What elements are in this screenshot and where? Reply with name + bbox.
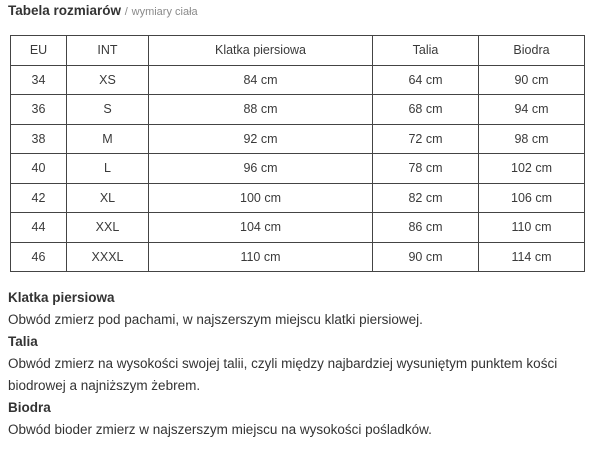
- column-header-waist: Talia: [373, 36, 479, 66]
- cell-chest: 96 cm: [149, 154, 373, 184]
- column-header-hips: Biodra: [479, 36, 585, 66]
- column-header-chest: Klatka piersiowa: [149, 36, 373, 66]
- description-section: [8, 287, 588, 441]
- cell-hips: 94 cm: [479, 95, 585, 125]
- cell-chest: 104 cm: [149, 213, 373, 243]
- table-row: [11, 213, 585, 243]
- size-table: [10, 35, 585, 272]
- table-row: [11, 95, 585, 125]
- cell-int: XXXL: [67, 242, 149, 272]
- cell-eu: 38: [11, 124, 67, 154]
- cell-hips: 98 cm: [479, 124, 585, 154]
- cell-waist: 90 cm: [373, 242, 479, 272]
- title-main: Tabela rozmiarów: [8, 3, 122, 18]
- table-row: [11, 242, 585, 272]
- cell-chest: 88 cm: [149, 95, 373, 125]
- cell-int: XXL: [67, 213, 149, 243]
- table-row: [11, 154, 585, 184]
- hips-heading: Biodra: [8, 400, 51, 415]
- cell-eu: 34: [11, 65, 67, 95]
- chest-heading: Klatka piersiowa: [8, 290, 115, 305]
- cell-chest: 100 cm: [149, 183, 373, 213]
- page-title: [8, 3, 198, 18]
- column-header-int: INT: [67, 36, 149, 66]
- hips-description: Obwód bioder zmierz w najszerszym miejscu na wysokości pośladków.: [8, 422, 432, 437]
- waist-description: Obwód zmierz na wysokości swojej talii, czyli między najbardziej wysuniętym punktem kości biodrowej a najniższym żebrem.: [8, 356, 558, 393]
- cell-eu: 46: [11, 242, 67, 272]
- cell-int: XL: [67, 183, 149, 213]
- cell-hips: 106 cm: [479, 183, 585, 213]
- table-header-row: [11, 36, 585, 66]
- table-row: [11, 65, 585, 95]
- cell-eu: 42: [11, 183, 67, 213]
- table-row: [11, 183, 585, 213]
- cell-int: M: [67, 124, 149, 154]
- cell-eu: 44: [11, 213, 67, 243]
- cell-hips: 90 cm: [479, 65, 585, 95]
- cell-chest: 110 cm: [149, 242, 373, 272]
- waist-heading: Talia: [8, 334, 38, 349]
- cell-hips: 114 cm: [479, 242, 585, 272]
- cell-waist: 78 cm: [373, 154, 479, 184]
- cell-waist: 82 cm: [373, 183, 479, 213]
- cell-int: XS: [67, 65, 149, 95]
- title-subtitle: wymiary ciała: [131, 6, 198, 18]
- title-separator: /: [124, 6, 128, 18]
- cell-int: S: [67, 95, 149, 125]
- chest-description: Obwód zmierz pod pachami, w najszerszym miejscu klatki piersiowej.: [8, 312, 423, 327]
- cell-hips: 102 cm: [479, 154, 585, 184]
- cell-waist: 68 cm: [373, 95, 479, 125]
- table-row: [11, 124, 585, 154]
- cell-chest: 92 cm: [149, 124, 373, 154]
- cell-chest: 84 cm: [149, 65, 373, 95]
- cell-eu: 36: [11, 95, 67, 125]
- cell-waist: 72 cm: [373, 124, 479, 154]
- cell-waist: 64 cm: [373, 65, 479, 95]
- column-header-eu: EU: [11, 36, 67, 66]
- cell-hips: 110 cm: [479, 213, 585, 243]
- cell-int: L: [67, 154, 149, 184]
- cell-eu: 40: [11, 154, 67, 184]
- cell-waist: 86 cm: [373, 213, 479, 243]
